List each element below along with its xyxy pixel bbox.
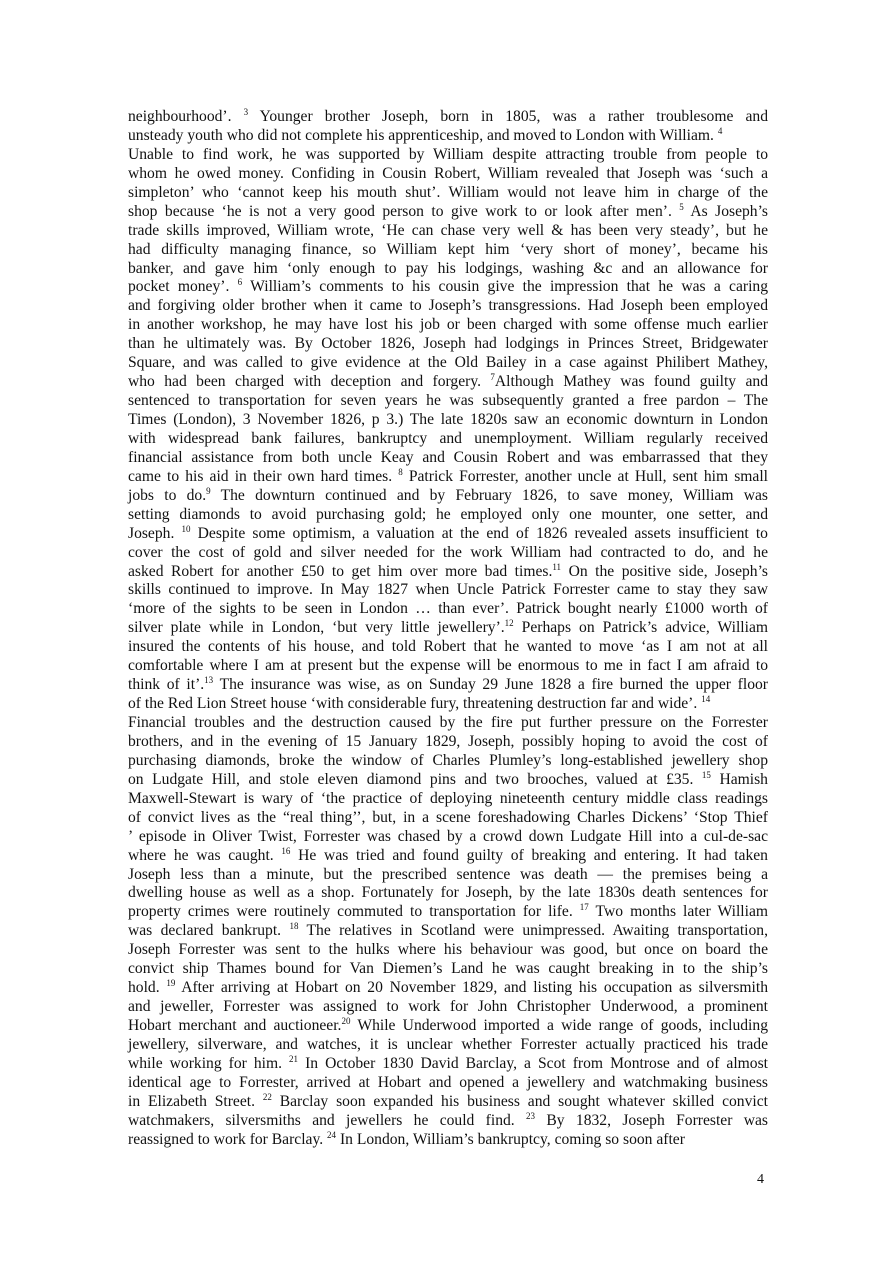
footnote-marker: 13: [204, 675, 214, 686]
footnote-marker: 15: [701, 769, 711, 780]
text-run: identical age to Forrester, arrived at Hobart and opened a jewellery and watchmaking business: [128, 1073, 768, 1091]
footnote-marker: 9: [206, 485, 211, 496]
footnote-marker: 8: [398, 466, 403, 477]
text-run: banker, and gave him ‘only enough to pay his lodgings, washing &c and an allowance for: [128, 259, 768, 277]
footnote-marker: 14: [701, 694, 711, 705]
text-run: The downturn continued and by February 1826, to save money, William was: [210, 486, 768, 504]
text-line: [128, 563, 768, 582]
text-run: watchmakers, silversmiths and jewellers he could find.: [128, 1111, 527, 1129]
text-run: By 1832, Joseph Forrester was: [535, 1111, 768, 1129]
text-line: [128, 771, 768, 790]
footnote-marker: 19: [166, 978, 176, 989]
text-run: Younger brother Joseph, born in 1805, was a rather troublesome and: [248, 108, 768, 125]
text-run: whom he owed money. Confiding in Cousin Robert, William revealed that Joseph was ‘such a: [128, 164, 768, 182]
text-run: jobs to do.: [128, 486, 207, 504]
text-run: convict ship Thames bound for Van Diemen’s Land he was caught breaking in to the ship’s: [128, 960, 768, 978]
text-run: Despite some optimism, a valuation at the end of 1826 revealed assets insufficient to: [190, 524, 768, 542]
text-run: in another workshop, he may have lost his job or been charged with some offense much earlier: [128, 316, 768, 334]
text-line: [128, 828, 768, 847]
text-line: [128, 146, 768, 165]
text-run: had difficulty managing finance, so William kept him ‘very short of money’, became his: [128, 240, 768, 258]
text-run: dwelling house as well as a shop. Fortunately for Joseph, by the late 1830s death sentences for: [128, 884, 768, 902]
text-line: [128, 411, 768, 430]
footnote-marker: 17: [579, 902, 589, 913]
text-line: [128, 998, 768, 1017]
text-line: [128, 1093, 768, 1112]
footnote-marker: 22: [262, 1091, 272, 1102]
text-run: Two months later William: [588, 903, 768, 921]
text-line: [128, 619, 768, 638]
text-run: shop because ‘he is not a very good person to give work to or look after men’.: [128, 202, 680, 220]
text-run: setting diamonds to avoid purchasing gold; he employed only one mounter, one setter, and: [128, 505, 768, 523]
text-line: [128, 297, 768, 316]
text-line: [128, 525, 768, 544]
text-line: [128, 335, 768, 354]
text-run: Square, and was called to give evidence at the Old Bailey in a case against Philibert Mathey,: [128, 354, 768, 372]
text-run: neighbourhood’.: [128, 108, 244, 125]
text-line: [128, 278, 768, 297]
text-run: on Ludgate Hill, and stole eleven diamond pins and two brooches, valued at £35.: [128, 770, 702, 788]
text-line: [128, 1074, 768, 1093]
text-run: On the positive side, Joseph’s: [561, 562, 768, 580]
text-run: Joseph Forrester was sent to the hulks where his behaviour was good, but once on board the: [128, 941, 768, 959]
text-line: [128, 260, 768, 279]
text-line: [128, 676, 768, 695]
text-line: [128, 1055, 768, 1074]
text-run: who had been charged with deception and forgery.: [128, 373, 491, 391]
footnote-marker: 16: [281, 845, 291, 856]
text-line: [128, 354, 768, 373]
text-run: trade skills improved, William wrote, ‘He can chase very well & has been very steady’, but he: [128, 221, 768, 239]
text-run: and jeweller, Forrester was assigned to work for John Christopher Underwood, a prominent: [128, 998, 768, 1016]
text-line: [128, 241, 768, 260]
text-run: Patrick Forrester, another uncle at Hull, sent him small: [402, 467, 769, 485]
footnote-marker: 21: [289, 1053, 299, 1064]
text-run: Perhaps on Patrick’s advice, William: [513, 619, 768, 637]
text-run: silver plate while in London, ‘but very little jewellery’.: [128, 619, 505, 637]
text-line: [128, 733, 768, 752]
text-run: while working for him.: [128, 1054, 290, 1072]
text-run: asked Robert for another £50 to get him over more bad times.: [128, 562, 553, 580]
text-run: While Underwood imported a wide range of goods, including: [350, 1017, 768, 1034]
text-run: sentenced to transportation for seven years he was subsequently granted a free pardon – The: [128, 392, 768, 410]
text-run: Unable to find work, he was supported by William despite attracting trouble from people to: [128, 145, 768, 163]
text-run: As Joseph’s: [683, 202, 768, 220]
text-line: [128, 184, 768, 203]
text-line: [128, 1112, 768, 1131]
text-run: hold.: [128, 979, 167, 997]
footnote-marker: 20: [341, 1016, 351, 1026]
footnote-marker: 10: [181, 523, 191, 534]
text-line: [128, 657, 768, 676]
text-run: financial assistance from both uncle Keay and Cousin Robert and was embarrassed that they: [128, 448, 768, 466]
text-line: [128, 487, 768, 506]
footnote-marker: 12: [504, 618, 514, 629]
footnote-marker: 23: [526, 1110, 536, 1121]
text-line: [128, 127, 768, 146]
text-run: was declared bankrupt.: [128, 922, 290, 940]
text-run: jewellery, silverware, and watches, it is unclear whether Forrester actually practiced his trade: [128, 1035, 768, 1053]
text-run: with widespread bank failures, bankruptcy and unemployment. William regularly received: [128, 429, 768, 447]
text-line: [128, 752, 768, 771]
text-line: [128, 903, 768, 922]
text-run: property crimes were routinely commuted to transportation for life.: [128, 903, 580, 921]
text-run: purchasing diamonds, broke the window of Charles Plumley’s long-established jewellery shop: [128, 751, 768, 769]
text-run: After arriving at Hobart on 20 November 1829, and listing his occupation as silversmith: [175, 979, 768, 997]
text-run: In October 1830 David Barclay, a Scot from Montrose and of almost: [298, 1054, 768, 1072]
text-run: of convict lives as the “real thing’’, but, in a scene foreshadowing Charles Dickens’ ‘Stop Thief: [128, 808, 768, 826]
text-run: comfortable where I am at present but the expense will be enormous to me in fact I am afraid to: [128, 657, 768, 675]
text-run: skills continued to improve. In May 1827 when Uncle Patrick Forrester came to stay they saw: [128, 581, 768, 599]
text-line: [128, 695, 768, 714]
text-run: He was tried and found guilty of breaking and entering. It had taken: [290, 846, 768, 864]
text-line: [128, 979, 768, 998]
text-run: William’s comments to his cousin give the impression that he was a caring: [242, 278, 768, 296]
text-run: than he ultimately was. By October 1826, Joseph had lodgings in Princes Street, Bridgewater: [128, 335, 768, 353]
footnote-marker: 6: [237, 277, 243, 288]
text-run: cover the cost of gold and silver needed for the work William had contracted to do, and he: [128, 543, 768, 561]
text-line: [128, 373, 768, 392]
text-line: [128, 165, 768, 184]
page-number: 4: [757, 1172, 764, 1187]
text-line: [128, 714, 768, 733]
text-run: think of it’.: [128, 676, 205, 694]
text-run: where he was caught.: [128, 846, 282, 864]
text-line: [128, 316, 768, 335]
text-run: reassigned to work for Barclay.: [128, 1130, 328, 1148]
text-line: [128, 1131, 768, 1150]
text-run: simpleton’ who ‘cannot keep his mouth shut’. William would not leave him in charge of the: [128, 183, 768, 201]
text-run: came to his aid in their own hard times.: [128, 467, 399, 485]
footnote-marker: 11: [552, 561, 562, 572]
text-run: pocket money’.: [128, 278, 238, 296]
text-run: unsteady youth who did not complete his apprenticeship, and moved to London with William.: [128, 126, 718, 144]
text-line: [128, 847, 768, 866]
text-run: In London, William’s bankruptcy, coming so soon after: [336, 1130, 685, 1148]
text-run: Joseph.: [128, 524, 182, 542]
text-run: Hobart merchant and auctioneer.: [128, 1017, 342, 1034]
text-line: [128, 809, 768, 828]
text-line: [128, 884, 768, 903]
text-line: [128, 581, 768, 600]
text-run: Although Mathey was found guilty and: [494, 373, 768, 391]
footnote-marker: 5: [679, 201, 684, 212]
text-run: insured the contents of his house, and told Robert that he wanted to move ‘as I am not at all: [128, 638, 768, 656]
text-run: The relatives in Scotland were unimpressed. Awaiting transportation,: [298, 922, 768, 940]
text-line: [128, 922, 768, 941]
text-line: [128, 203, 768, 222]
text-line: [128, 600, 768, 619]
text-line: [128, 1017, 768, 1036]
text-run: in Elizabeth Street.: [128, 1092, 263, 1110]
text-line: [128, 108, 768, 127]
text-run: of the Red Lion Street house ‘with considerable fury, threatening destruction far and wide’.: [128, 695, 702, 713]
footnote-marker: 3: [243, 107, 249, 117]
text-line: [128, 506, 768, 525]
text-line: [128, 638, 768, 657]
text-run: The insurance was wise, as on Sunday 29 June 1828 a fire burned the upper floor: [213, 676, 768, 694]
body-text: [128, 108, 768, 1150]
text-line: [128, 392, 768, 411]
text-run: Financial troubles and the destruction caused by the fire put further pressure on the Forrester: [128, 714, 768, 731]
text-line: [128, 1036, 768, 1055]
text-line: [128, 222, 768, 241]
text-line: [128, 449, 768, 468]
text-line: [128, 866, 768, 885]
text-run: ’ episode in Oliver Twist, Forrester was chased by a crowd down Ludgate Hill into a cul-de-sac: [128, 827, 768, 845]
text-line: [128, 430, 768, 449]
footnote-marker: 18: [289, 921, 299, 932]
text-run: Times (London), 3 November 1826, p 3.) The late 1820s saw an economic downturn in London: [128, 411, 768, 428]
text-line: [128, 544, 768, 563]
text-run: and forgiving older brother when it came to Joseph’s transgressions. Had Joseph been employed: [128, 297, 768, 315]
footnote-marker: 7: [490, 372, 495, 383]
text-run: Joseph less than a minute, but the prescribed sentence was death — the premises being a: [128, 865, 768, 883]
footnote-marker: 4: [717, 125, 723, 136]
text-line: [128, 941, 768, 960]
text-line: [128, 960, 768, 979]
text-line: [128, 790, 768, 809]
text-run: brothers, and in the evening of 15 January 1829, Joseph, possibly hoping to avoid the cost of: [128, 732, 768, 750]
text-line: [128, 468, 768, 487]
text-run: Barclay soon expanded his business and sought whatever skilled convict: [271, 1092, 768, 1110]
footnote-marker: 24: [327, 1129, 337, 1140]
text-run: ‘more of the sights to be seen in London … than ever’. Patrick bought nearly £1000 worth of: [128, 600, 768, 618]
text-run: Hamish: [710, 770, 768, 788]
text-run: Maxwell-Stewart is wary of ‘the practice of deploying nineteenth century middle class readings: [128, 789, 768, 807]
